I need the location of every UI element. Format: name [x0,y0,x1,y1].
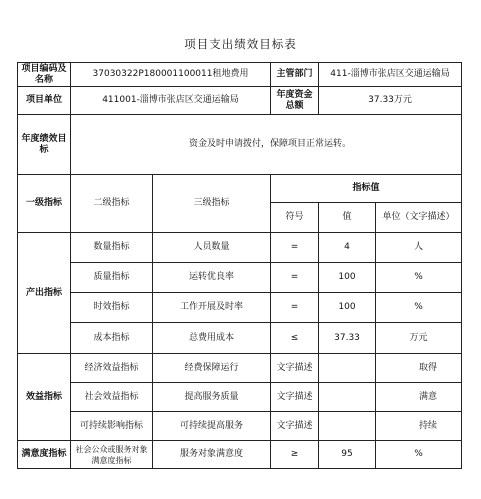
level2-indicator: 成本指标 [71,323,153,354]
level2-indicator: 经济效益指标 [71,354,153,383]
indicator-symbol: 文字描述 [271,354,319,383]
indicator-value [319,354,376,383]
col-level3-header: 三级指标 [153,175,271,233]
level3-indicator: 人员数量 [153,233,271,263]
indicator-value [319,383,376,412]
indicator-row [18,441,462,469]
project-code-row [18,63,462,87]
indicator-row [18,263,462,293]
col-symbol-header: 符号 [271,203,319,233]
annual-goal-value: 资金及时申请拨付，保障项目正常运转。 [71,115,462,175]
indicator-row [18,412,462,441]
indicator-symbol: ≥ [271,441,319,469]
fund-value: 37.33万元 [319,87,462,115]
indicator-unit: % [376,263,462,293]
level2-indicator: 社会效益指标 [71,383,153,412]
indicator-value: 37.33 [319,323,376,354]
project-code-value: 37030322P180001100011租地费用 [71,63,271,87]
level2-indicator: 时效指标 [71,293,153,323]
level3-indicator: 总费用成本 [153,323,271,354]
indicator-row [18,233,462,263]
level3-indicator: 工作开展及时率 [153,293,271,323]
level3-indicator: 提高服务质量 [153,383,271,412]
indicator-value: 4 [319,233,376,263]
unit-label: 项目单位 [18,87,71,115]
dept-value: 411-淄博市张店区交通运输局 [319,63,462,87]
annual-goal-label: 年度绩效目标 [18,115,71,175]
indicator-symbol: 文字描述 [271,383,319,412]
indicator-unit: 万元 [376,323,462,354]
indicator-value [319,412,376,441]
indicator-unit: 持续 [376,412,462,441]
fund-label: 年度资金总额 [271,87,319,115]
level3-indicator: 经费保障运行 [153,354,271,383]
col-level1-header: 一级指标 [18,175,71,233]
indicator-row [18,383,462,412]
indicator-row [18,293,462,323]
indicator-unit: % [376,293,462,323]
indicator-unit: % [376,441,462,469]
level1-indicator: 效益指标 [18,354,71,441]
col-indicator-value-header: 指标值 [271,175,462,203]
indicator-unit: 人 [376,233,462,263]
indicator-symbol: ≤ [271,323,319,354]
level2-indicator: 可持续影响指标 [71,412,153,441]
indicator-symbol: 文字描述 [271,412,319,441]
indicator-unit: 满意 [376,383,462,412]
level2-indicator: 质量指标 [71,263,153,293]
level3-indicator: 服务对象满意度 [153,441,271,469]
col-unit-header: 单位（文字描述） [376,203,462,233]
indicator-symbol: = [271,233,319,263]
level3-indicator: 运转优良率 [153,263,271,293]
indicator-value: 100 [319,293,376,323]
indicator-symbol: = [271,293,319,323]
level3-indicator: 可持续提高服务 [153,412,271,441]
indicator-row [18,354,462,383]
indicator-unit: 取得 [376,354,462,383]
indicator-value: 100 [319,263,376,293]
project-unit-row [18,87,462,115]
indicator-value: 95 [319,441,376,469]
level2-indicator: 数量指标 [71,233,153,263]
performance-target-table [17,62,462,469]
col-value-header: 值 [319,203,376,233]
dept-label: 主管部门 [271,63,319,87]
indicator-row [18,323,462,354]
unit-value: 411001-淄博市张店区交通运输局 [71,87,271,115]
col-level2-header: 二级指标 [71,175,153,233]
project-code-label: 项目编码及名称 [18,63,71,87]
level1-indicator: 产出指标 [18,233,71,354]
column-header-row [18,175,462,203]
annual-goal-row [18,115,462,175]
level1-indicator: 满意度指标 [18,441,71,469]
indicator-symbol: = [271,263,319,293]
level2-indicator: 社会公众或服务对象满意度指标 [71,441,153,469]
page-title: 项目支出绩效目标表 [184,37,297,51]
